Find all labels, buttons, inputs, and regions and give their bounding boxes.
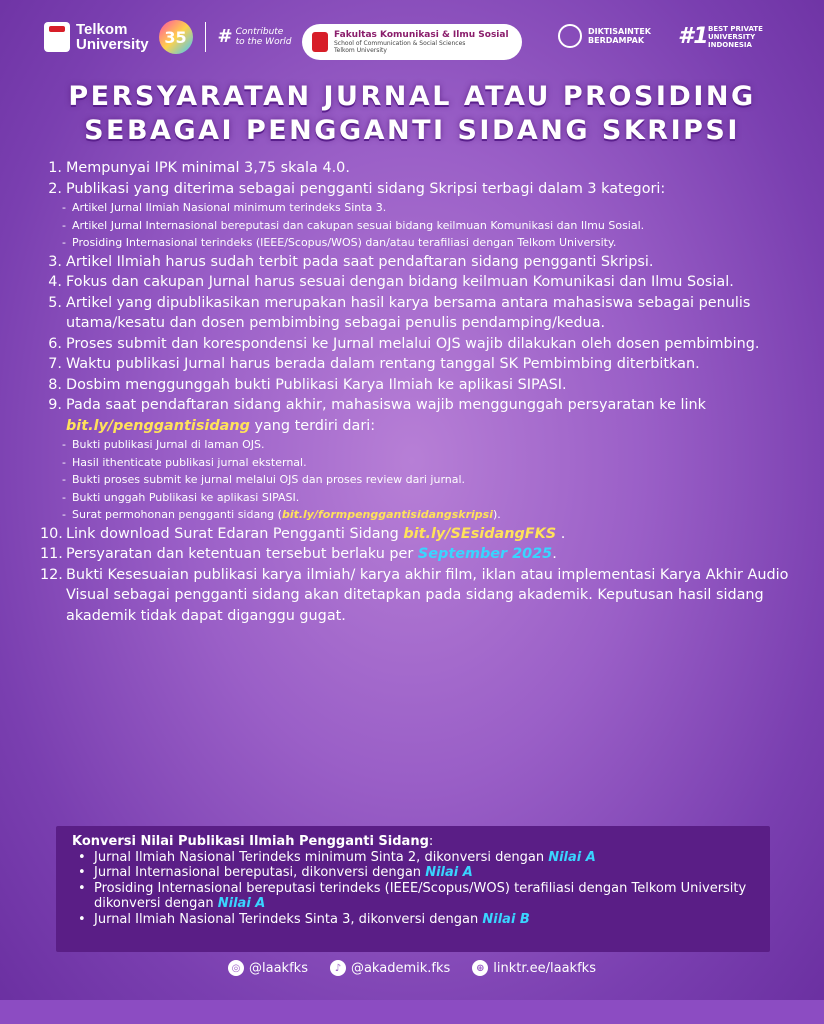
list-item: 5. Artikel yang dipublikasikan merupakan hasil karya bersama antara mahasiswa sebagai penulis utama/kesatu dan dosen pembimbing sebagai penulis pendamping/kedua. (40, 293, 790, 334)
item-number: 3. (48, 253, 62, 270)
sub-item: - Hasil ithenticate publikasi jurnal eksternal. (62, 455, 307, 469)
bullet-icon: • (78, 865, 86, 880)
list-item: 7. Waktu publikasi Jurnal harus berada dalam rentang tanggal SK Pembimbing diterbitkan. (40, 354, 790, 375)
telkom-logo-icon (44, 22, 70, 52)
tiktok-icon: ♪ (330, 960, 346, 976)
list-item: 12. Bukti Kesesuaian publikasi karya ilmiah/ karya akhir film, iklan atau implementasi Karya Akhir Audio Visual sebagai pengganti sidang akan ditetapkan pada sidang akademik. Keputusan hasil sidang akademik tidak dapat diganggu gugat. (40, 565, 790, 627)
globe-icon: ⊕ (472, 960, 488, 976)
conversion-item: • Prosiding Internasional bereputasi terindeks (IEEE/Scopus/WOS) terafiliasi dengan Telkom University dikonversi dengan Nilai A (78, 880, 747, 911)
item-number: 6. (48, 335, 62, 352)
bullet-icon: • (78, 849, 86, 865)
conversion-item: • Jurnal Ilmiah Nasional Terindeks Sinta 3, dikonversi dengan Nilai B (78, 911, 530, 927)
item-number: 5. (48, 294, 62, 311)
item-number: 2. (48, 180, 62, 197)
bottom-bar (0, 1000, 824, 1024)
sub-item: - Artikel Jurnal Internasional bereputasi dan cakupan sesuai bidang keilmuan Komunikasi dan Ilmu Sosial. (62, 218, 645, 232)
telkom-university-logo (44, 20, 292, 54)
contribute-tagline (218, 27, 292, 47)
sub-list (40, 199, 790, 252)
list-item: 9. Pada saat pendaftaran sidang akhir, mahasiswa wajib menggunggah persyaratan ke link bit.ly/penggantisidang yang terdiri dari: (40, 395, 790, 436)
diktisaintek-logo (558, 24, 651, 48)
dikti-line1: DIKTISAINTEK (588, 27, 651, 36)
item-number: 9. (48, 397, 62, 413)
sub-item: - Artikel Jurnal Ilmiah Nasional minimum terindeks Sinta 3. (62, 201, 387, 214)
sub-item: - Bukti unggah Publikasi ke aplikasi SIPASI. (62, 490, 300, 504)
form-pengganti-sidang-link[interactable]: bit.ly/formpenggantisidangskripsi (281, 508, 493, 521)
list-item: 6. Proses submit dan korespondensi ke Jurnal melalui OJS wajib dilakukan oleh dosen pembimbing. (40, 334, 790, 355)
list-item: 10. Link download Surat Edaran Pengganti Sidang bit.ly/SEsidangFKS . (40, 524, 790, 545)
fks-logo (302, 24, 522, 60)
anniversary-35-icon: 35 (159, 20, 193, 54)
sub-item: - Bukti publikasi Jurnal di laman OJS. (62, 438, 265, 451)
conversion-title: Konversi Nilai Publikasi Ilmiah Pengganti Sidang (72, 834, 429, 849)
page-title (0, 80, 824, 148)
item-number: 12. (40, 566, 63, 583)
list-item: 8. Dosbim menggunggah bukti Publikasi Karya Ilmiah ke aplikasi SIPASI. (40, 375, 790, 396)
list-item: 2. Publikasi yang diterima sebagai pengganti sidang Skripsi terbagi dalam 3 kategori: (40, 179, 790, 200)
item-number: 11. (40, 546, 63, 562)
title-line2: SEBAGAI PENGGANTI SIDANG SKRIPSI (84, 115, 740, 146)
list-item: 11. Persyaratan dan ketentuan tersebut berlaku per September 2025. (40, 544, 790, 565)
title-line1: PERSYARATAN JURNAL ATAU PROSIDING (68, 81, 756, 112)
conversion-item: • Jurnal Internasional bereputasi, dikonversi dengan Nilai A (78, 865, 473, 880)
list-item: 4. Fokus dan cakupan Jurnal harus sesuai dengan bidang keilmuan Komunikasi dan Ilmu Sosial. (40, 272, 790, 293)
university-name: University (76, 36, 149, 53)
header-bar (0, 0, 824, 84)
item-number: 7. (48, 356, 62, 372)
fks-english-name: School of Communication & Social Sciences (334, 40, 466, 47)
sub-item: - Bukti proses submit ke jurnal melalui OJS dan proses review dari jurnal. (62, 473, 466, 486)
bullet-icon: • (78, 911, 86, 927)
sub-item: - Surat permohonan pengganti sidang (bit.ly/formpenggantisidangskripsi). (62, 508, 501, 521)
contrib-line2: to the World (235, 37, 292, 47)
list-item: 1. Mempunyai IPK minimal 3,75 skala 4.0. (40, 158, 790, 179)
divider (205, 22, 206, 52)
fks-name: Fakultas Komunikasi & Ilmu Sosial (334, 30, 509, 40)
sub-list (40, 436, 790, 524)
best-line2: UNIVERSITY (708, 32, 756, 41)
penggantisidang-link[interactable]: bit.ly/penggantisidang (66, 417, 250, 434)
instagram-link[interactable]: ◎ @laakfks (228, 960, 308, 976)
telkom-name: Telkom (76, 21, 128, 38)
conversion-panel: Konversi Nilai Publikasi Ilmiah Pengganti Sidang: • Jurnal Ilmiah Nasional Terindeks minimum Sinta 2, dikonversi dengan Nilai A • Jurnal Internasional bereputasi, dikonversi dengan Nilai A • Prosiding Internasional bereputasi terindeks (IEEE/Scopus/WOS) terafiliasi dengan Telkom University dikonversi dengan Nilai A • Jurnal Ilmiah Nasional Terindeks Sinta 3, dikonversi dengan Nilai B (56, 826, 770, 952)
dikti-line2: BERDAMPAK (588, 36, 645, 45)
grade-value: Nilai A (217, 896, 266, 911)
item-number: 1. (48, 160, 62, 176)
linktree-link[interactable]: ⊕ linktr.ee/laakfks (472, 960, 596, 976)
item-number: 8. (48, 376, 62, 393)
fks-university: Telkom University (334, 47, 387, 54)
social-footer (0, 960, 824, 976)
best-line3: INDONESIA (708, 40, 752, 49)
grade-value: Nilai A (425, 865, 473, 880)
list-item: 3. Artikel Ilmiah harus sudah terbit pada saat pendaftaran sidang pengganti Skripsi. (40, 252, 790, 273)
grade-value: Nilai A (548, 849, 596, 865)
conversion-item: • Jurnal Ilmiah Nasional Terindeks minimum Sinta 2, dikonversi dengan Nilai A (78, 849, 596, 865)
requirements-list (40, 158, 790, 626)
tiktok-link[interactable]: ♪ @akademik.fks (330, 960, 450, 976)
diktisaintek-icon (558, 24, 582, 48)
fks-logo-icon (312, 32, 328, 52)
contrib-line1: Contribute (235, 27, 284, 37)
hash-icon: # (217, 26, 233, 47)
item-number: 4. (48, 274, 62, 290)
best-line1: BEST PRIVATE (708, 24, 763, 33)
instagram-icon: ◎ (228, 960, 244, 976)
bullet-icon: • (78, 880, 86, 896)
effective-date: September 2025 (417, 546, 553, 562)
rank-number: #1 (678, 24, 709, 49)
sub-item: - Prosiding Internasional terindeks (IEEE/Scopus/WOS) dan/atau terafiliasi dengan Telkom University. (62, 236, 617, 249)
best-private-university-badge (678, 24, 763, 49)
grade-value: Nilai B (482, 911, 530, 927)
sesidang-link[interactable]: bit.ly/SEsidangFKS (403, 525, 557, 542)
item-number: 10. (40, 525, 63, 542)
